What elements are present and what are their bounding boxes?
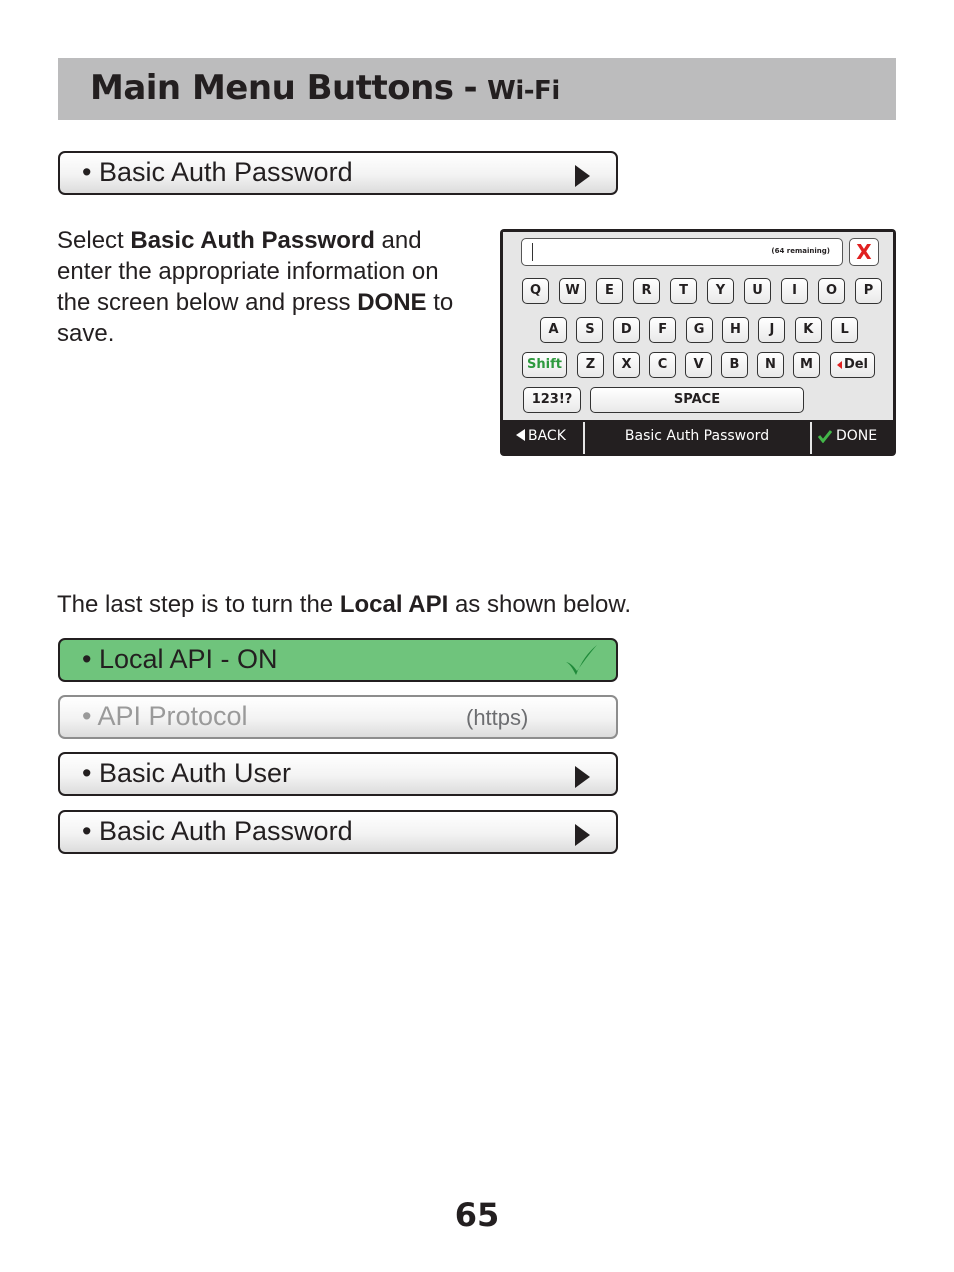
header-title-text: Main Menu Buttons <box>90 68 454 108</box>
key-b[interactable]: B <box>721 352 748 378</box>
header-separator: - <box>463 68 478 108</box>
bar-divider <box>583 422 585 454</box>
key-s[interactable]: S <box>576 317 603 343</box>
key-e[interactable]: E <box>596 278 623 304</box>
key-z[interactable]: Z <box>577 352 604 378</box>
button-label: • API Protocol <box>82 701 248 731</box>
bar-divider <box>810 422 812 454</box>
button-label: • Basic Auth User <box>82 758 292 788</box>
keyboard-panel <box>503 232 893 420</box>
instruction-bold: DONE <box>357 289 427 316</box>
key-m[interactable]: M <box>793 352 820 378</box>
instruction-text <box>57 225 477 349</box>
done-button[interactable] <box>818 428 877 444</box>
protocol-value: (https) <box>466 705 529 730</box>
button-label: • Basic Auth Password <box>82 816 353 846</box>
keyboard-bottom-bar <box>500 420 896 456</box>
text-caret <box>532 243 533 261</box>
key-c[interactable]: C <box>649 352 676 378</box>
key-l[interactable]: L <box>831 317 858 343</box>
instruction-part: to save. <box>57 289 454 347</box>
key-n[interactable]: N <box>757 352 784 378</box>
delete-key[interactable] <box>830 352 875 378</box>
basic-auth-password-button[interactable] <box>58 810 618 854</box>
key-w[interactable]: W <box>559 278 586 304</box>
arrow-right-icon <box>575 766 590 788</box>
clear-button[interactable]: X <box>849 238 879 266</box>
key-g[interactable]: G <box>686 317 713 343</box>
button-label: • Basic Auth Password <box>82 157 353 187</box>
key-p[interactable]: P <box>855 278 882 304</box>
remaining-count: (64 remaining) <box>771 247 830 255</box>
key-q[interactable]: Q <box>522 278 549 304</box>
basic-auth-password-button[interactable] <box>58 151 618 195</box>
key-k[interactable]: K <box>795 317 822 343</box>
basic-auth-user-button[interactable] <box>58 752 618 796</box>
arrow-right-icon <box>575 824 590 846</box>
password-input[interactable] <box>521 238 843 266</box>
done-label: DONE <box>836 428 878 444</box>
del-label: Del <box>843 357 869 372</box>
instruction-bold: Basic Auth Password <box>130 227 375 254</box>
key-a[interactable]: A <box>540 317 567 343</box>
key-h[interactable]: H <box>722 317 749 343</box>
instruction-part: Select <box>57 227 131 254</box>
numbers-key[interactable]: 123!? <box>523 387 581 413</box>
api-protocol-button[interactable] <box>58 695 618 739</box>
last-step-part: as shown below. <box>448 591 632 618</box>
checkmark-icon <box>818 429 832 443</box>
button-label: • Local API - ON <box>82 644 278 674</box>
shift-key[interactable]: Shift <box>522 352 567 378</box>
back-label: BACK <box>528 428 566 444</box>
back-arrow-icon <box>516 429 525 441</box>
del-arrow-icon <box>837 361 842 369</box>
screen-title: Basic Auth Password <box>624 428 770 444</box>
key-o[interactable]: O <box>818 278 845 304</box>
key-f[interactable]: F <box>649 317 676 343</box>
keyboard-screen <box>500 229 896 456</box>
page-title <box>90 68 560 108</box>
key-d[interactable]: D <box>613 317 640 343</box>
arrow-right-icon <box>575 165 590 187</box>
instruction-part: and enter the appropriate information on the screen below and press <box>57 227 439 316</box>
checkmark-icon <box>562 642 600 684</box>
space-key[interactable]: SPACE <box>590 387 804 413</box>
key-u[interactable]: U <box>744 278 771 304</box>
last-step-part: The last step is to turn the <box>57 591 340 618</box>
key-x[interactable]: X <box>613 352 640 378</box>
page-header <box>58 58 896 120</box>
key-v[interactable]: V <box>685 352 712 378</box>
key-r[interactable]: R <box>633 278 660 304</box>
header-subtitle: Wi-Fi <box>487 76 560 106</box>
key-t[interactable]: T <box>670 278 697 304</box>
back-button[interactable] <box>516 428 566 444</box>
last-step-bold: Local API <box>339 591 449 618</box>
local-api-toggle[interactable] <box>58 638 618 682</box>
key-j[interactable]: J <box>758 317 785 343</box>
last-step-text <box>57 589 857 620</box>
key-i[interactable]: I <box>781 278 808 304</box>
key-y[interactable]: Y <box>707 278 734 304</box>
page-number: 65 <box>454 1196 500 1234</box>
